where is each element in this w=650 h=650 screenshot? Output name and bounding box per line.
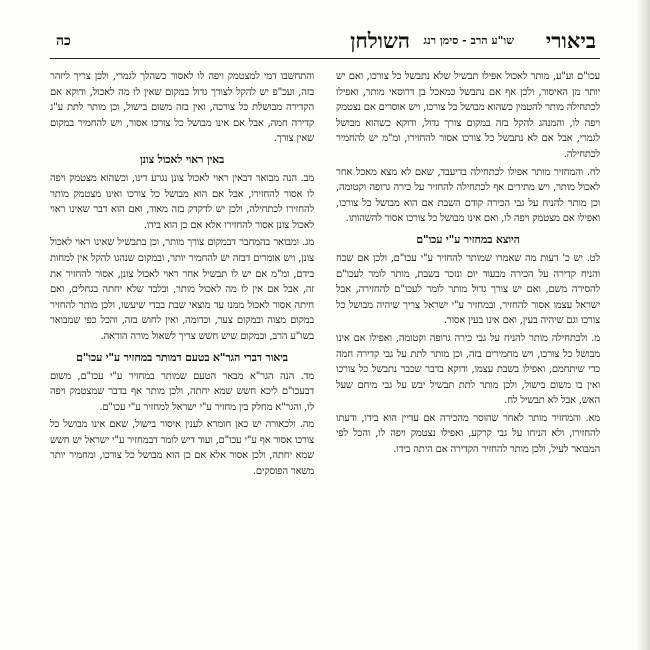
section-heading: ביאור דברי הגר"א בטעם דמותר במחזיר ע"י עכו"ם	[76, 350, 288, 364]
left-column	[50, 69, 314, 480]
paragraph: והתחשבו דמי למצטמק ויפה לו לאסור כשהלך לגמרי, ולכן צריך ליזהר בזה, ועכ"פ יש להקל לצורך גדול במקום שאין לו מה לאכול, ודוקא אם הקדירה מבושלת כל צורכה, ואין בזה משום בישול, וכן מותר לתת ע"ג קדירה חמה, אבל אם אינו מבושל כל צורכו אסור, ויש להחמיר במקום שאין צורך.	[50, 71, 314, 145]
paragraph: מב. הנה מבואר דבאין ראוי לאכול צונן נגרע דינו, וכשהוא מצטמק ויפה לו אסור להחזירו, אבל אם הוא מבושל כל צורכו ואינו מצטמק מותר להחזירו לכתחילה, ולכן יש לדקדק בזה מאוד, ואם הוא דבר שאינו ראוי לאכול צונן אסור להחזירו אלא אם כן הוא בידו.	[50, 172, 314, 231]
paragraph: מ. ולכתחילה מותר להניח על גבי כירה גרופה וקטומה, ואפילו אם אינו מבושל כל צורכו, ויש מחמירים בזה, וכן מותר לתת על גבי קדירה חמה כדי שיתחמם, ואפילו בשבת עצמו, ודוקא בדבר שכבר נתבשל כל צורכו ואין בו משום בישול, ולכן מותר לתת תבשיל יבש על גבי מיחם שעל האש, אבל לא תבשיל לח.	[336, 332, 600, 407]
page-edge-shadow	[636, 0, 650, 650]
paragraph: מא. והמחזיר מותר לאחר שהוסר מהכירה אם עדיין הוא בידו, ודעתו להחזירו, ולא הניחו על גבי קרקע, ואפילו נצטמק ויפה לו, והכל לפי המבואר לעיל, ולכן מותר להחזיר הקדירה אם היתה בידו.	[336, 412, 600, 456]
running-head	[50, 28, 600, 59]
paragraph: מג. ומבואר בהמחבר דבמקום צורך מותר, וכן בתבשיל שאינו ראוי לאכול צונן, ויש אומרים דבזה יש להחמיר יותר, ובמקום שנהגו להקל אין למחות בידם, ומ"מ אם יש לו תבשיל אחר ראוי לאכול צונן, אסור להחזיר את זה, אבל אם אין לו מה לאכול מותר, ובלבד שלא יחתה בגחלים, ואם חיתה אסור לאכול ממנו עד מוצאי שבת בכדי שיעשו, ולכן מותר להחזיר במקום מצוה ובמקום צער, וכדומה, ואין לחוש בזה, והכל כפי שמבואר בשו"ע הרב, ובמקום שיש חשש צריך לשאול מורה הוראה.	[50, 237, 314, 342]
text-columns	[50, 69, 600, 480]
paragraph: לח. והמחזיר מותר אפילו לכתחילה בדיעבד, שאם לא מצא מאכל אחר לאכול מותר, ויש מתירים אף לכתחילה להחזיר על כירה גרופה וקטומה, וכן מותר להניח על גבי הכירה קודם השבת אם הוא מבושל כל צורכו, ואפילו אם מצטמק ויפה לו, ואם אינו מבושל כל צורכו אסור להשהותו.	[336, 166, 600, 225]
paragraph: מה. ולכאורה יש כאן חומרא לענין איסור בישול, שאם אינו מבושל כל צורכו אסור אף ע"י עכו"ם, ועוד דיש לומר דבמחזיר ע"י ישראל יש חשש שמא יחתה, ולכן אסור אלא אם כן הוא מבושל כל צורכו, ומחמיר יותר משאר הפוסקים.	[50, 419, 314, 478]
running-head-title-center: השולחן	[350, 28, 410, 53]
running-head-title-right: ביאורי	[545, 28, 596, 53]
running-head-section: שו"ע הרב - סימן רנג	[423, 34, 514, 47]
page-number: כה	[56, 33, 71, 49]
paragraph: לט. יש כ' דעות מה שאמרו שמותר להחזיר ע"י עכו"ם, ולכן אם שכח והניח קדירה על הכירה מבעוד יום ונזכר בשבת, מותר לומר לעכו"ם להסירה משם, ואם יש צורך גדול מותר לומר לעכו"ם להחזירה, אבל ישראל עצמו אסור להחזיר, ובמחזיר ע"י ישראל צריך שיהיה מבושל כל צורכו וגם שיהיה בעין, ואם אינו בעין אסור.	[336, 252, 600, 327]
paragraph: עכו"ם וע"ע, מותר לאכול אפילו תבשיל שלא נתבשל כל צורכו, ואם יש יותר מן האיסור, ולכן אף אם נתבשל כמאכל בן דרוסאי מותר, ואפילו לכתחילה מותר להטמין כשהוא מבושל כל צורכו, ויש אוסרים אם נצטמק ויפה לו, והמנהג להקל בזה במקום צורך גדול, ודוקא כשהוא מבושל לגמרי, אבל אם לא נתבשל כל צורכו אסור להחזירו, ומ"מ יש להחמיר לכתחילה.	[336, 71, 600, 160]
paragraph: מד. הנה הגר"א מבאר הטעם שמותר במחזיר ע"י עכו"ם, משום דבעכו"ם ליכא חשש שמא יחתה, ולכן מותר אף בדבר שמצטמק ויפה לו, והגר"א מחלק בין מחזיר ע"י ישראל למחזיר ע"י עכו"ם.	[50, 370, 314, 413]
section-heading: היוצא במחזיר ע"י עכו"ם	[416, 232, 520, 246]
right-column	[336, 69, 600, 480]
section-heading: באין ראוי לאכול צונן	[139, 152, 225, 166]
